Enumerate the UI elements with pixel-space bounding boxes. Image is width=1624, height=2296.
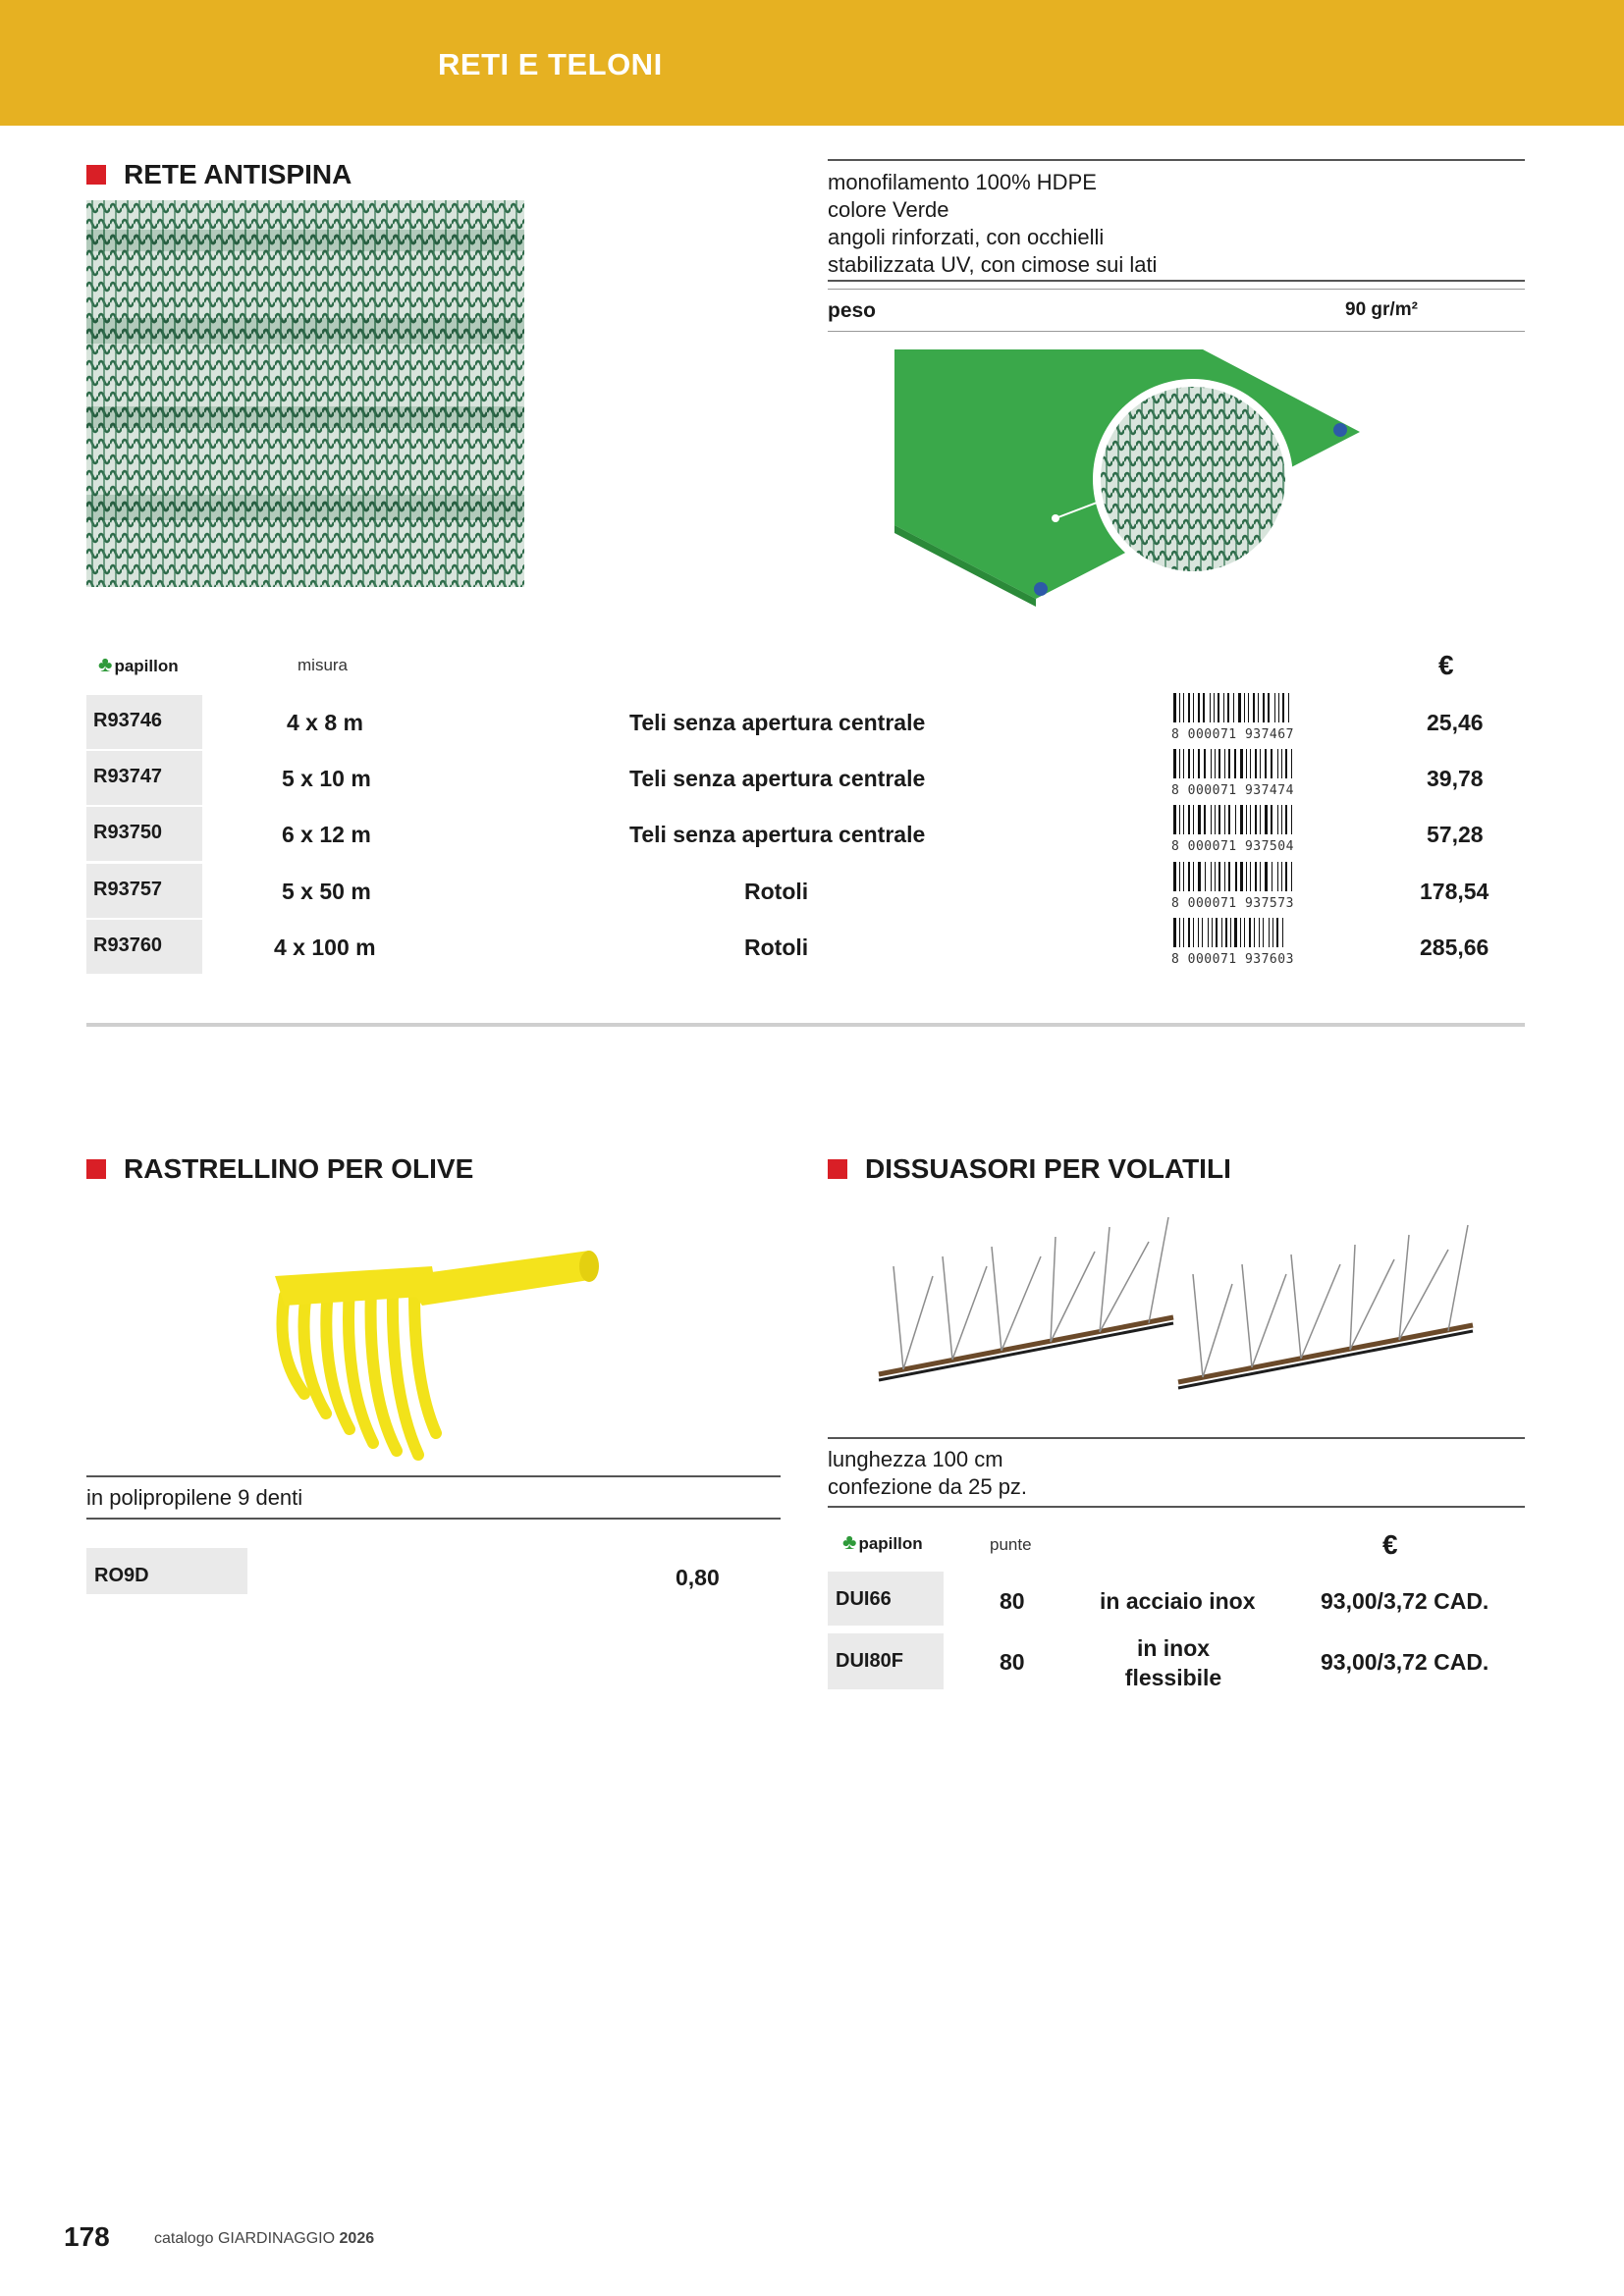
barcode-bar: [1193, 918, 1194, 947]
barcode-bar: [1248, 693, 1249, 722]
barcode-bar: [1265, 805, 1268, 834]
barcode: 8 000071 937603: [1171, 918, 1319, 967]
barcode-bar: [1253, 693, 1255, 722]
barcode-bar: [1277, 805, 1278, 834]
barcode-bar: [1259, 918, 1260, 947]
barcode-bar: [1214, 693, 1215, 722]
product-code: DUI66: [836, 1588, 892, 1610]
product-price: 178,54: [1420, 879, 1489, 904]
barcode-bar: [1205, 862, 1206, 891]
barcode-bar: [1198, 918, 1199, 947]
barcode-bar: [1183, 749, 1184, 778]
rule-top: [828, 1437, 1525, 1439]
barcode-bar: [1224, 862, 1225, 891]
barcode-bar: [1250, 805, 1251, 834]
col-punte-header: punte: [990, 1535, 1032, 1554]
barcode-bar: [1260, 749, 1261, 778]
section-divider: [86, 1023, 1525, 1027]
page-number: 178: [64, 2221, 110, 2252]
rastrellino-spec: in polipropilene 9 denti: [86, 1485, 303, 1510]
barcode: 8 000071 937474: [1171, 749, 1319, 798]
barcode-bar: [1211, 805, 1212, 834]
rule-mid: [828, 280, 1525, 282]
barcode-bar: [1281, 862, 1282, 891]
barcode: 8 000071 937467: [1171, 693, 1319, 742]
barcode-bar: [1215, 749, 1216, 778]
barcode-bar: [1198, 749, 1200, 778]
product-material: in acciaio inox: [1100, 1588, 1256, 1614]
barcode-bar: [1225, 918, 1227, 947]
barcode-bar: [1244, 693, 1245, 722]
bird-spikes-image: [874, 1207, 1483, 1404]
barcode-bar: [1272, 918, 1273, 947]
barcode-bar: [1240, 918, 1241, 947]
tarp-illustration: [889, 344, 1370, 628]
barcode-bar: [1265, 749, 1267, 778]
barcode-bar: [1235, 862, 1237, 891]
product-code: DUI80F: [836, 1650, 903, 1672]
barcode-bar: [1268, 693, 1270, 722]
barcode-bar: [1291, 862, 1292, 891]
barcode-bar: [1173, 749, 1176, 778]
barcode-bar: [1277, 862, 1278, 891]
barcode-bar: [1291, 749, 1292, 778]
barcode-bar: [1179, 693, 1180, 722]
peso-label: peso: [828, 299, 877, 322]
barcode-bar: [1246, 749, 1247, 778]
barcode-bar: [1271, 749, 1272, 778]
rule-bottom: [828, 331, 1525, 332]
barcode-bar: [1228, 749, 1230, 778]
barcode-bar: [1173, 805, 1176, 834]
product-code: R93747: [93, 766, 163, 787]
barcode-bar: [1255, 805, 1257, 834]
barcode-bar: [1285, 862, 1287, 891]
barcode-bar: [1179, 862, 1180, 891]
rule-top: [828, 159, 1525, 161]
barcode-bar: [1188, 749, 1190, 778]
barcode-bar: [1173, 862, 1176, 891]
product-price: 285,66: [1420, 934, 1489, 960]
rule-bottom: [828, 1506, 1525, 1508]
barcode-bar: [1218, 693, 1219, 722]
barcode-bar: [1282, 918, 1283, 947]
product-price: 93,00/3,72 CAD.: [1321, 1649, 1489, 1675]
product-material: in inox flessibile: [1124, 1635, 1222, 1690]
product-code: R93750: [93, 822, 163, 843]
barcode-bar: [1179, 749, 1180, 778]
barcode-bar: [1193, 862, 1194, 891]
product-price: 57,28: [1427, 822, 1484, 847]
dissuasori-specs: lunghezza 100 cm confezione da 25 pz.: [828, 1447, 1028, 1499]
barcode-bar: [1235, 805, 1236, 834]
barcode-bar: [1281, 805, 1282, 834]
papillon-logo: ♣ papillon: [842, 1529, 923, 1554]
barcode-bar: [1179, 918, 1180, 947]
papillon-logo: ♣ papillon: [98, 652, 179, 676]
barcode-bar: [1193, 805, 1194, 834]
product-size: 6 x 12 m: [282, 822, 371, 847]
leaf-icon: ♣: [98, 652, 113, 676]
barcode-bar: [1285, 805, 1287, 834]
barcode-bar: [1198, 862, 1201, 891]
barcode-bar: [1288, 693, 1289, 722]
rule-bottom: [86, 1518, 781, 1520]
product-code: R93746: [93, 710, 163, 731]
barcode-bar: [1255, 862, 1257, 891]
barcode-bar: [1211, 749, 1212, 778]
rule-mid-thin: [828, 289, 1525, 290]
product-size: 5 x 10 m: [282, 766, 371, 791]
barcode-bar: [1274, 693, 1275, 722]
product-desc: Rotoli: [744, 879, 809, 904]
barcode-bar: [1173, 918, 1176, 947]
barcode-bar: [1212, 918, 1213, 947]
barcode-bar: [1263, 918, 1264, 947]
barcode-bar: [1218, 862, 1220, 891]
product-size: 4 x 100 m: [274, 934, 376, 960]
product-code: R93757: [93, 879, 163, 900]
barcode-bar: [1278, 693, 1279, 722]
net-texture-image: [86, 200, 524, 587]
rake-image: [265, 1237, 599, 1463]
barcode-bar: [1183, 805, 1184, 834]
product-code: R93760: [93, 934, 163, 956]
barcode-bar: [1282, 693, 1284, 722]
section-title-rete-antispina: RETE ANTISPINA: [86, 159, 352, 190]
barcode-bar: [1216, 918, 1218, 947]
barcode-bar: [1198, 805, 1201, 834]
barcode-bar: [1250, 749, 1251, 778]
barcode-bar: [1277, 749, 1278, 778]
product-price: 93,00/3,72 CAD.: [1321, 1588, 1489, 1614]
catalog-label: catalogo GIARDINAGGIO 2026: [154, 2230, 375, 2247]
barcode-bar: [1246, 805, 1247, 834]
barcode-bar: [1291, 805, 1292, 834]
barcode-bar: [1188, 693, 1190, 722]
barcode-bar: [1215, 805, 1216, 834]
product-code: RO9D: [94, 1565, 149, 1586]
barcode-bar: [1263, 693, 1265, 722]
barcode-bar: [1240, 862, 1243, 891]
barcode-bar: [1218, 805, 1220, 834]
barcode-bar: [1254, 918, 1255, 947]
product-desc: Teli senza apertura centrale: [629, 710, 926, 735]
barcode-bar: [1215, 862, 1216, 891]
barcode-bar: [1276, 918, 1278, 947]
barcode-bar: [1250, 862, 1251, 891]
barcode-bar: [1204, 805, 1206, 834]
col-misura-header: misura: [298, 656, 349, 674]
barcode-bar: [1193, 693, 1194, 722]
barcode-bar: [1230, 918, 1231, 947]
product-desc: Teli senza apertura centrale: [629, 766, 926, 791]
barcode-bar: [1265, 862, 1268, 891]
barcode-bar: [1211, 862, 1212, 891]
barcode-bar: [1249, 918, 1251, 947]
barcode-bar: [1193, 749, 1194, 778]
barcode-bar: [1244, 918, 1245, 947]
rule-top: [86, 1475, 781, 1477]
barcode-bar: [1258, 693, 1259, 722]
barcode-bar: [1227, 693, 1229, 722]
barcode-bar: [1183, 862, 1184, 891]
product-price: 25,46: [1427, 710, 1484, 735]
product-punte: 80: [1000, 1649, 1025, 1675]
barcode-bar: [1198, 693, 1200, 722]
section-title-rastrellino: RASTRELLINO PER OLIVE: [86, 1153, 473, 1185]
barcode-bar: [1208, 918, 1209, 947]
product-desc: Rotoli: [744, 934, 809, 960]
barcode-bar: [1234, 749, 1236, 778]
barcode-bar: [1202, 918, 1203, 947]
barcode-bar: [1233, 693, 1234, 722]
barcode-bar: [1179, 805, 1180, 834]
product-price: 39,78: [1427, 766, 1484, 791]
barcode-bar: [1281, 749, 1282, 778]
product-punte: 80: [1000, 1588, 1025, 1614]
barcode-bar: [1224, 805, 1225, 834]
bullet-square-icon: [828, 1159, 847, 1179]
barcode-bar: [1210, 693, 1211, 722]
col-price-header: €: [1438, 650, 1454, 680]
barcode-bar: [1173, 693, 1176, 722]
barcode-bar: [1188, 805, 1190, 834]
barcode-bar: [1238, 693, 1241, 722]
bullet-square-icon: [86, 165, 106, 185]
barcode: 8 000071 937504: [1171, 805, 1319, 854]
barcode-bar: [1188, 918, 1190, 947]
barcode-bar: [1260, 862, 1261, 891]
barcode-bar: [1260, 805, 1261, 834]
barcode-bar: [1223, 693, 1224, 722]
header-band: [0, 0, 1624, 126]
rete-specs: monofilamento 100% HDPE colore Verde angoli rinforzati, con occhielli stabilizzata UV, con cimose sui lati: [828, 170, 1158, 277]
product-desc: Teli senza apertura centrale: [629, 822, 926, 847]
leaf-icon: ♣: [842, 1529, 857, 1554]
barcode-bar: [1183, 693, 1184, 722]
barcode-bar: [1203, 693, 1205, 722]
barcode-bar: [1269, 918, 1270, 947]
barcode-bar: [1246, 862, 1247, 891]
product-size: 5 x 50 m: [282, 879, 371, 904]
product-size: 4 x 8 m: [287, 710, 363, 735]
barcode-bar: [1234, 918, 1237, 947]
bullet-square-icon: [86, 1159, 106, 1179]
barcode-bar: [1240, 749, 1243, 778]
barcode-bar: [1285, 749, 1287, 778]
barcode-bar: [1183, 918, 1184, 947]
barcode-bar: [1271, 805, 1272, 834]
barcode-bar: [1218, 749, 1220, 778]
barcode-bar: [1224, 749, 1225, 778]
peso-value: 90 gr/m²: [1345, 299, 1418, 320]
barcode-bar: [1228, 862, 1230, 891]
product-price: 0,80: [676, 1565, 720, 1590]
barcode-bar: [1188, 862, 1190, 891]
barcode-bar: [1204, 749, 1206, 778]
barcode-bar: [1240, 805, 1243, 834]
page-title: RETI E TELONI: [438, 47, 663, 81]
barcode-bar: [1228, 805, 1230, 834]
barcode-bar: [1221, 918, 1222, 947]
section-title-dissuasori: DISSUASORI PER VOLATILI: [828, 1153, 1231, 1185]
barcode-bar: [1255, 749, 1257, 778]
barcode: 8 000071 937573: [1171, 862, 1319, 911]
col-price-header: €: [1382, 1529, 1398, 1560]
